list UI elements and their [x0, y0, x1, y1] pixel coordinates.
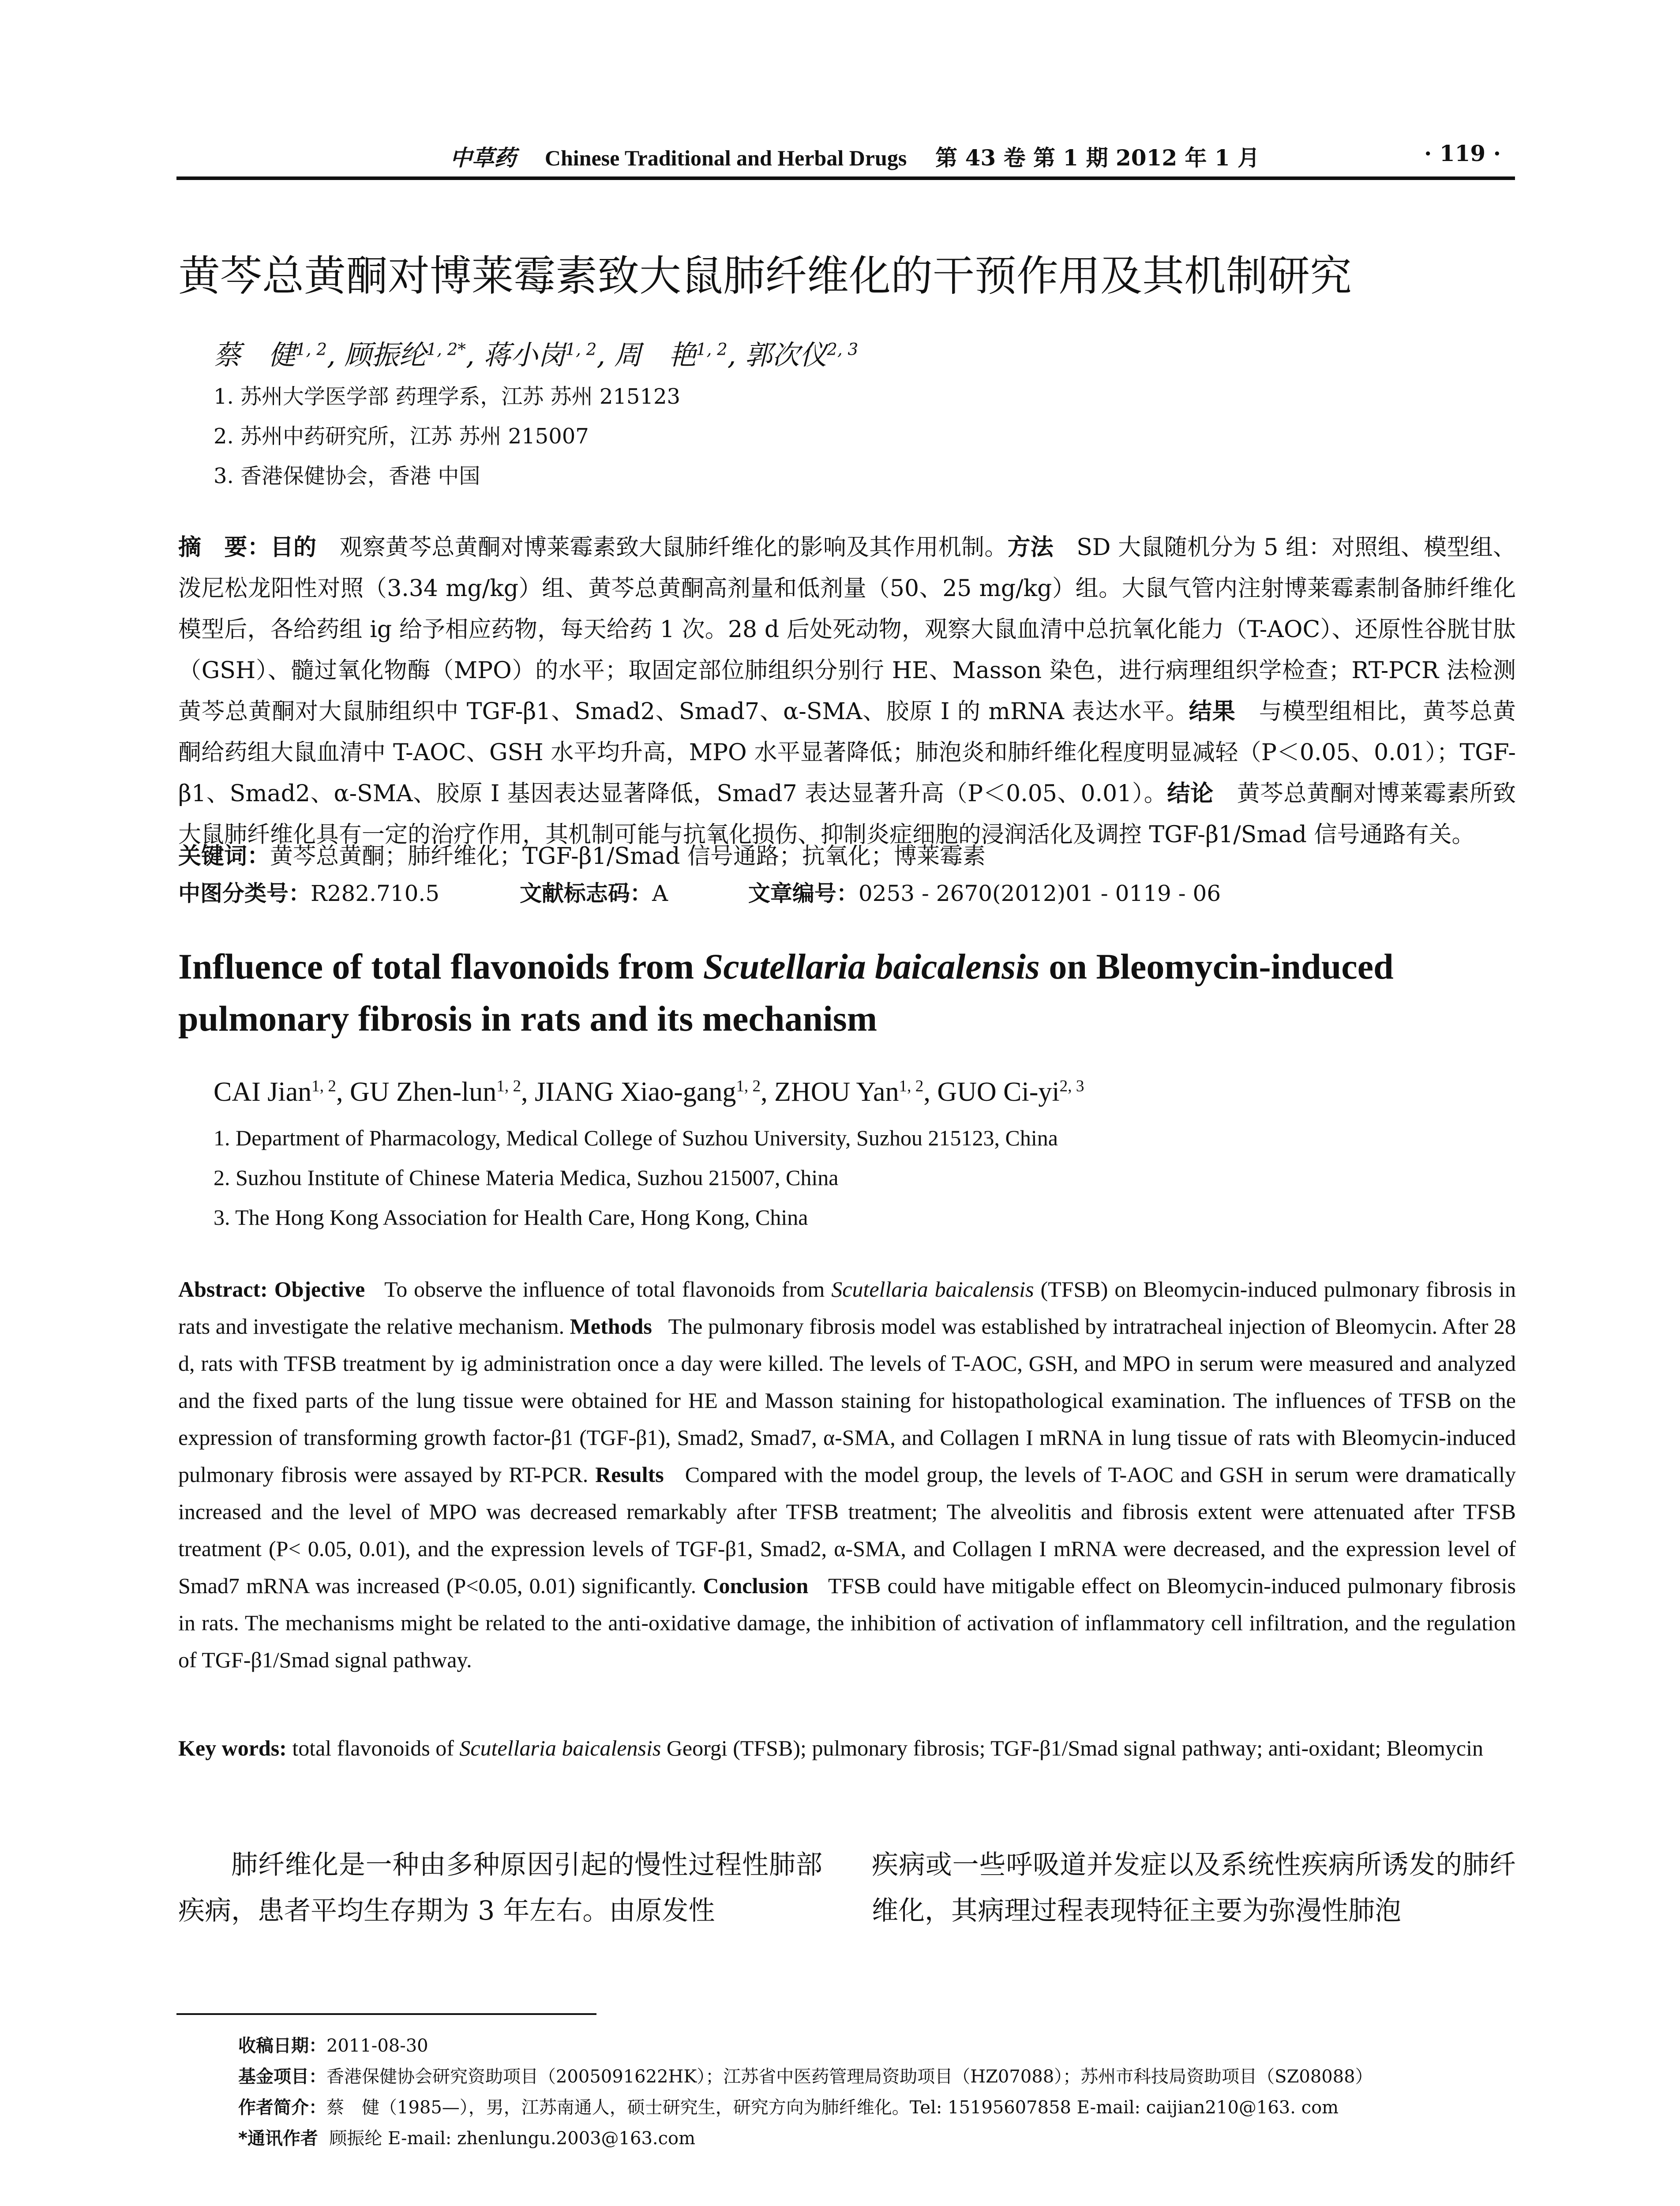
authors-zh: 蔡 健$^{1, 2}$, 顾振纶$^{1, 2*}$, 蒋小岗$^{1, 2}$, 周 艳$^{1, 2}$, 郭次仪$^{2, 3}$	[214, 339, 859, 371]
affiliation-en-2: 2. Suzhou Institute of Chinese Materia Medica, Suzhou 215007, China	[214, 1165, 839, 1190]
journal-header	[450, 140, 1260, 172]
keywords-en: Key words: total flavonoids of Scutellaria baicalensis Georgi (TFSB); pulmonary fibrosis; TGF-β1/Smad signal pathway; anti-oxidant; Bleomycin	[178, 1736, 1484, 1760]
footnote-received: 收稿日期：2011-08-30	[238, 2036, 428, 2056]
journal-name-en: Chinese Traditional and Herbal Drugs	[544, 146, 907, 170]
affiliation-en-1: 1. Department of Pharmacology, Medical College of Suzhou University, Suzhou 215123, China	[214, 1126, 1058, 1150]
body-column-left: 肺纤维化是一种由多种原因引起的慢性过程性肺部疾病，患者平均生存期为 3 年左右。由原发性	[178, 1850, 822, 1926]
footnote-fund: 基金项目：香港保健协会研究资助项目（2005091622HK）；江苏省中医药管理局资助项目（HZ07088）；苏州市科技局资助项目（SZ08088）	[238, 2067, 1373, 2087]
journal-name-zh: 中草药	[450, 145, 516, 171]
affiliation-zh-2: 2. 苏州中药研究所，江苏 苏州 215007	[214, 424, 589, 449]
footnote-author: 作者简介：蔡 健（1985—），男，江苏南通人，硕士研究生，研究方向为肺纤维化。Tel: 15195607858 E-mail: caijian210@163. com	[238, 2097, 1339, 2118]
authors-en: CAI Jian$^{1, 2}$, GU Zhen-lun$^{1, 2}$, JIANG Xiao-gang$^{1, 2}$, ZHOU Yan$^{1, 2}$, GUO Ci-yi$^{2, 3}$	[214, 1077, 1084, 1107]
title-en: Influence of total flavonoids from Scutellaria baicalensis on Bleomycin-induced pulmonary fibrosis in rats and its mechanism	[178, 946, 1394, 1039]
classification-line: 中图分类号：R282.710.5 文献标志码：A 文章编号：0253 - 2670(2012)01 - 0119 - 06	[178, 881, 1221, 906]
page-number: · 119 ·	[1424, 140, 1501, 166]
affiliation-en-3: 3. The Hong Kong Association for Health Care, Hong Kong, China	[214, 1205, 808, 1230]
abstract-zh: 摘 要：目的 观察黄芩总黄酮对博莱霉素致大鼠肺纤维化的影响及其作用机制。方法 SD 大鼠随机分为 5 组：对照组、模型组、泼尼松龙阳性对照（3.34 mg/kg）组、黄芩总黄酮高剂量和低剂量（50、25 mg/kg）组。大鼠气管内注射博莱霉素制备肺纤维化模型后，各给药组 ig 给予相应药物，每天给药 1 次。28 d 后处死动物，观察大鼠血清中总抗氧化能力（T-AOC）、还原性谷胱甘肽（GSH）、髓过氧化物酶（MPO）的水平；取固定部位肺组织分别行 HE、Masson 染色，进行病理组织学检查；RT-PCR 法检测黄芩总黄酮对大鼠肺组织中 TGF-β1、Smad2、Smad7、α-SMA、胶原 I 的 mRNA 表达水平。结果 与模型组相比，黄芩总黄酮给药组大鼠血清中 T-AOC、GSH 水平均升高，MPO 水平显著降低；肺泡炎和肺纤维化程度明显减轻（P＜0.05、0.01）；TGF-β1、Smad2、α-SMA、胶原 I 基因表达显著降低，Smad7 表达显著升高（P＜0.05、0.01）。结论 黄芩总黄酮对博莱霉素所致大鼠肺纤维化具有一定的治疗作用，其机制可能与抗氧化损伤、抑制炎症细胞的浸润活化及调控 TGF-β1/Smad 信号通路有关。	[178, 534, 1516, 848]
title-zh: 黄芩总黄酮对博莱霉素致大鼠肺纤维化的干预作用及其机制研究	[178, 252, 1352, 300]
footnote-rule	[176, 2013, 596, 2015]
header-rule	[176, 176, 1515, 180]
affiliation-zh-1: 1. 苏州大学医学部 药理学系，江苏 苏州 215123	[214, 384, 681, 409]
body-column-right: 疾病或一些呼吸道并发症以及系统性疾病所诱发的肺纤维化，其病理过程表现特征主要为弥漫性肺泡	[872, 1850, 1516, 1926]
footnote-corresponding: *通讯作者 顾振纶 E-mail: zhenlungu.2003@163.com	[238, 2128, 696, 2149]
keywords-zh: 关键词：黄芩总黄酮；肺纤维化；TGF-β1/Smad 信号通路；抗氧化；博莱霉素	[178, 843, 986, 870]
abstract-en: Abstract: Objective To observe the influence of total flavonoids from Scutellaria baicalensis (TFSB) on Bleomycin-induced pulmonary fibrosis in rats and investigate the relative mechanism. Methods The pulmonary fibrosis model was established by intratracheal injection of Bleomycin. After 28 d, rats with TFSB treatment by ig administration once a day were killed. The levels of T-AOC, GSH, and MPO in serum were measured and analyzed and the fixed parts of the lung tissue were obtained for HE and Masson staining for histopathological examination. The influences of TFSB on the expression of transforming growth factor-β1 (TGF-β1), Smad2, Smad7, α-SMA, and Collagen I mRNA in lung tissue of rats with Bleomycin-induced pulmonary fibrosis were assayed by RT-PCR. Results Compared with the model group, the levels of T-AOC and GSH in serum were dramatically increased and the level of MPO was decreased remarkably after TFSB treatment; The alveolitis and fibrosis extent were attenuated after TFSB treatment (P< 0.05, 0.01), and the expression levels of TGF-β1, Smad2, α-SMA, and Collagen I mRNA were decreased, and the expression level of Smad7 mRNA was increased (P<0.05, 0.01) significantly. Conclusion TFSB could have mitigable effect on Bleomycin-induced pulmonary fibrosis in rats. The mechanisms might be related to the anti-oxidative damage, the inhibition of activation of inflammatory cell infiltration, and the regulation of TGF-β1/Smad signal pathway.	[178, 1277, 1516, 1672]
journal-issue: 第 43 卷 第 1 期 2012 年 1 月	[935, 145, 1260, 171]
affiliation-zh-3: 3. 香港保健协会，香港 中国	[214, 464, 480, 488]
